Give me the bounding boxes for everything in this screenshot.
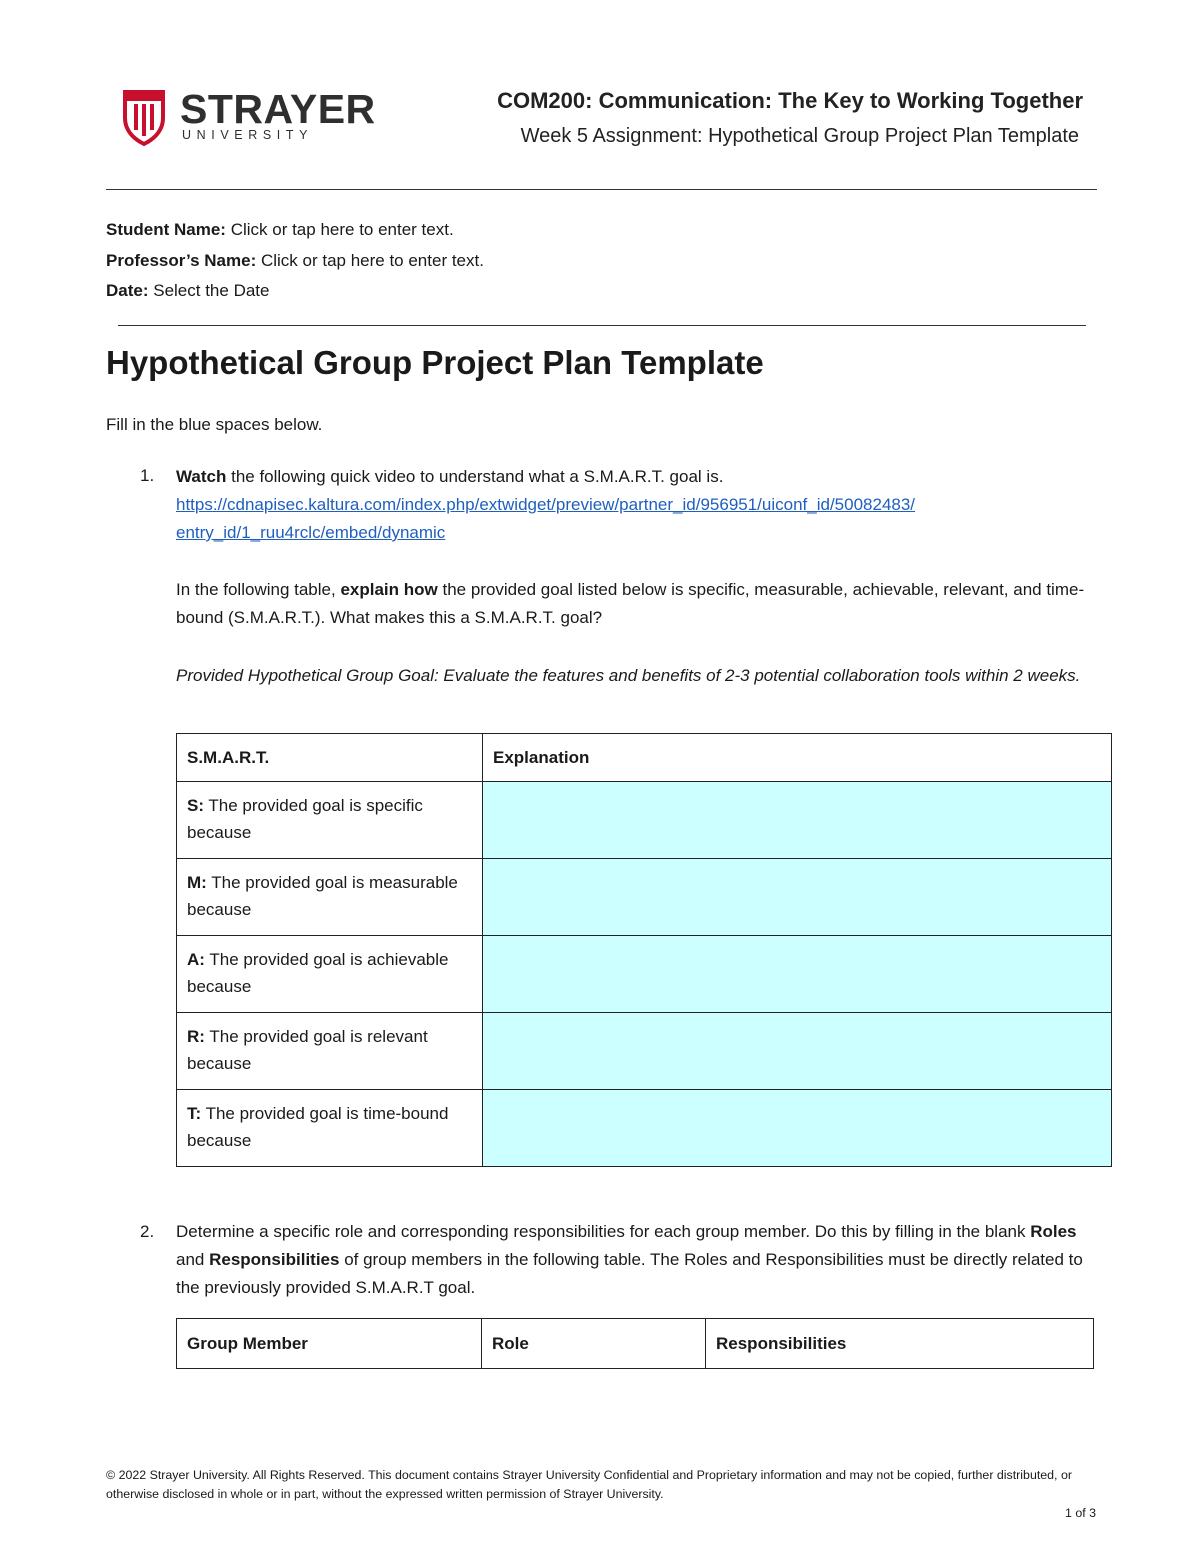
responsibilities-bold: Responsibilities [209, 1250, 340, 1269]
explanation-input-m[interactable] [483, 859, 1112, 936]
criterion-text: The provided goal is relevant because [187, 1027, 428, 1073]
logo-wordmark: STRAYER [180, 86, 376, 132]
video-link-line-2[interactable]: entry_id/1_ruu4rclc/embed/dynamic [176, 523, 446, 542]
date-label: Date: [106, 281, 149, 300]
goal-text: Provided Hypothetical Group Goal: Evaluate the features and benefits of 2-3 potential collaboration tools within 2 weeks. [176, 666, 1081, 685]
video-link[interactable] [176, 491, 915, 547]
smart-column-header: S.M.A.R.T. [177, 734, 483, 782]
criterion-letter: R: [187, 1027, 205, 1046]
item-2-paragraph [176, 1218, 1101, 1302]
criterion-text: The provided goal is measurable because [187, 873, 458, 919]
criterion-letter: A: [187, 950, 205, 969]
watch-bold: Watch [176, 467, 227, 486]
professor-name-label: Professor’s Name: [106, 251, 257, 270]
fill-instruction: Fill in the blue spaces below. [106, 415, 323, 434]
criterion-letter: M: [187, 873, 207, 892]
explanation-input-r[interactable] [483, 1013, 1112, 1090]
explanation-input-a[interactable] [483, 936, 1112, 1013]
date-row [106, 281, 269, 301]
item-1-number: 1. [140, 466, 155, 485]
explanation-input-t[interactable] [483, 1090, 1112, 1167]
section-divider [118, 325, 1086, 326]
shield-icon [122, 88, 166, 146]
smart-criterion-a [177, 936, 483, 1013]
table-row [177, 859, 1112, 936]
criterion-letter: S: [187, 796, 204, 815]
assignment-title: Week 5 Assignment: Hypothetical Group Project Plan Template [520, 125, 1079, 147]
header-divider [106, 189, 1097, 190]
date-field[interactable]: Select the Date [148, 281, 270, 300]
explanation-input-s[interactable] [483, 782, 1112, 859]
criterion-text: The provided goal is time-bound because [187, 1104, 449, 1150]
criterion-text: The provided goal is specific because [187, 796, 423, 842]
table-header-row [177, 734, 1112, 782]
explain-pre: In the following table, [176, 580, 341, 599]
professor-name-field[interactable]: Click or tap here to enter text. [256, 251, 484, 270]
explain-post: the provided goal listed below is specific, measurable, achievable, relevant, and time-bound (S.M.A.R.T.). What makes this a S.M.A.R.T. goal? [176, 580, 1085, 627]
responsibilities-column-header: Responsibilities [706, 1319, 1094, 1369]
item-1-watch [176, 463, 1106, 491]
smart-criterion-m [177, 859, 483, 936]
table-row [177, 936, 1112, 1013]
logo-subtitle: UNIVERSITY [182, 128, 314, 142]
roles-bold: Roles [1030, 1222, 1077, 1241]
student-name-field[interactable]: Click or tap here to enter text. [225, 220, 454, 239]
page-number: 1 of 3 [1064, 1506, 1096, 1520]
item-2-number: 2. [140, 1222, 155, 1241]
table-row [177, 782, 1112, 859]
smart-table [176, 733, 1112, 1167]
smart-criterion-t [177, 1090, 483, 1167]
copyright-footer: © 2022 Strayer University. All Rights Reserved. This document contains Strayer University Confidential and Proprietary information and may not be copied, further distributed, or otherwise disclosed in whole or in part, without the expressed written permission of Strayer University. [106, 1468, 1072, 1501]
table-row [177, 1013, 1112, 1090]
item-2-text-a: Determine a specific role and corresponding responsibilities for each group member. Do this by filling in the blank [176, 1222, 1031, 1241]
table-row [177, 1090, 1112, 1167]
criterion-text: The provided goal is achievable because [187, 950, 449, 996]
student-name-row [106, 220, 454, 240]
course-title: COM200: Communication: The Key to Working Together [497, 88, 1083, 113]
explanation-column-header: Explanation [483, 734, 1112, 782]
item-2-text-c: of group members in the following table. The Roles and Responsibilities must be directly related to the previously provided S.M.A.R.T goal. [176, 1250, 1083, 1297]
group-member-column-header: Group Member [177, 1319, 482, 1369]
item-2-text-b: and [176, 1250, 210, 1269]
explain-bold: explain how [340, 580, 438, 599]
page-title: Hypothetical Group Project Plan Template [106, 344, 764, 381]
explain-paragraph [176, 576, 1091, 632]
video-link-line-1[interactable]: https://cdnapisec.kaltura.com/index.php/extwidget/preview/partner_id/956951/uiconf_id/50082483/ [176, 495, 916, 514]
roles-table [176, 1318, 1094, 1369]
student-name-label: Student Name: [106, 220, 226, 239]
smart-criterion-r [177, 1013, 483, 1090]
role-column-header: Role [482, 1319, 706, 1369]
professor-name-row [106, 251, 484, 271]
criterion-letter: T: [187, 1104, 202, 1123]
watch-text: the following quick video to understand what a S.M.A.R.T. goal is. [226, 467, 724, 486]
strayer-logo [122, 86, 376, 148]
smart-criterion-s [177, 782, 483, 859]
table-header-row [177, 1319, 1094, 1369]
